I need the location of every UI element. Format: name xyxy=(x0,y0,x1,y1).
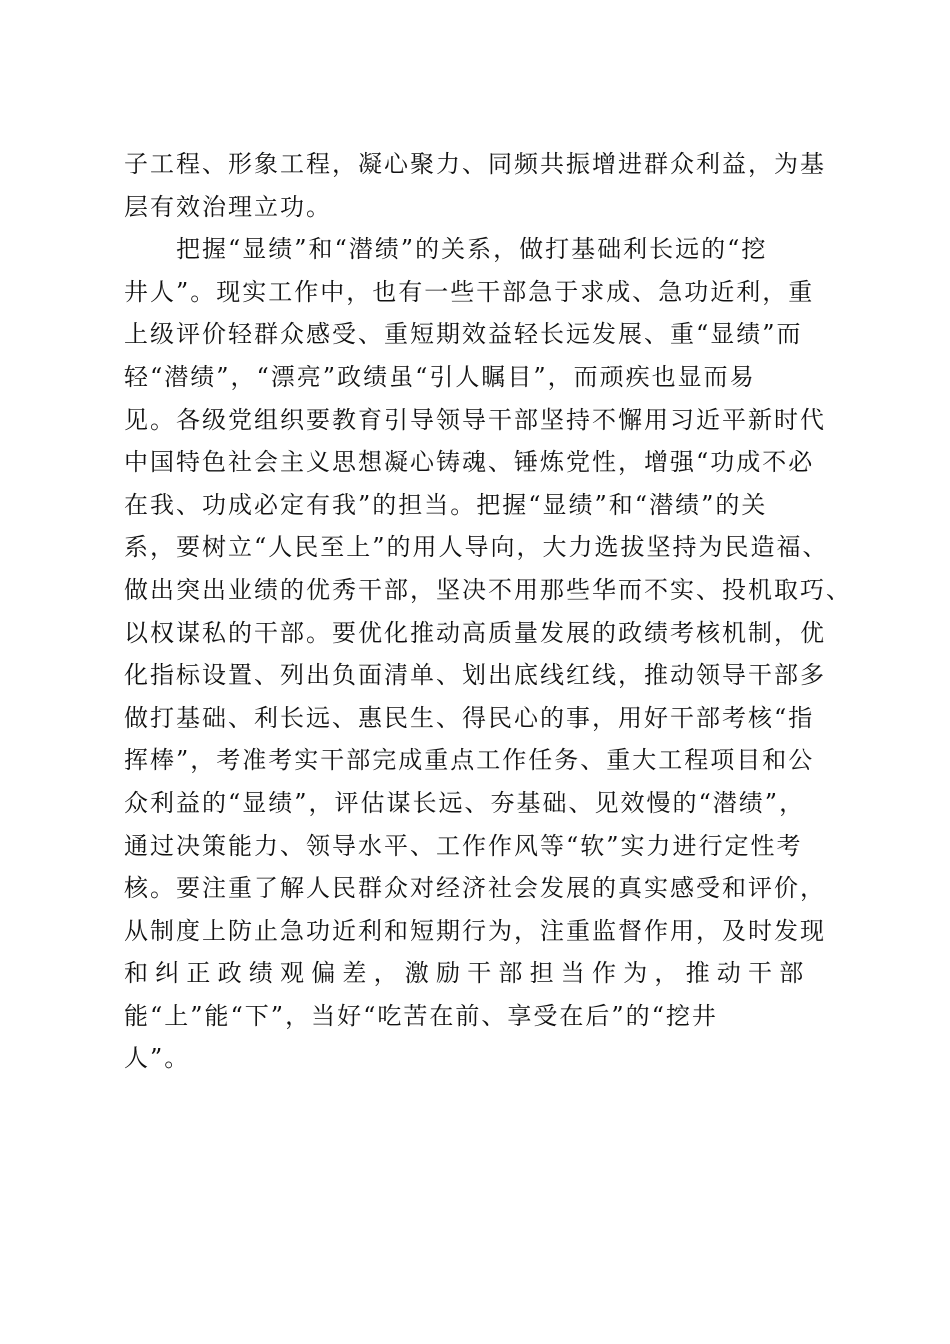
text-line: 井人”。现实工作中，也有一些干部急于求成、急功近利，重 xyxy=(124,277,815,306)
text-line: 和纠正政绩观偏差，激励干部担当作为，推动干部 xyxy=(124,959,811,988)
text-line: 通过决策能力、领导水平、工作作风等“软”实力进行定性考 xyxy=(124,831,803,860)
body-text xyxy=(124,143,852,1080)
text-line: 中国特色社会主义思想凝心铸魂、锤炼党性，增强“功成不必 xyxy=(124,448,815,477)
text-line: 在我、功成必定有我”的担当。把握“显绩”和“潜绩”的关 xyxy=(124,490,768,519)
text-line: 化指标设置、列出负面清单、划出底线红线，推动领导干部多 xyxy=(124,661,826,690)
text-line: 做出突出业绩的优秀干部，坚决不用那些华而不实、投机取巧、 xyxy=(124,575,852,604)
text-line: 上级评价轻群众感受、重短期效益轻长远发展、重“显绩”而 xyxy=(124,320,803,349)
text-line: 核。要注重了解人民群众对经济社会发展的真实感受和评价， xyxy=(124,874,826,903)
text-line: 轻“潜绩”，“漂亮”政绩虽“引人瞩目”，而顽疾也显而易 xyxy=(124,362,756,391)
text-line: 见。各级党组织要教育引导领导干部坚持不懈用习近平新时代 xyxy=(124,405,826,434)
paragraph-first-line: 把握“显绩”和“潜绩”的关系，做打基础利长远的“挖 xyxy=(176,235,768,264)
text-line: 子工程、形象工程，凝心聚力、同频共振增进群众利益，为基 xyxy=(124,150,826,178)
text-line: 系，要树立“人民至上”的用人导向，大力选拔坚持为民造福、 xyxy=(124,533,829,562)
text-line: 做打基础、利长远、惠民生、得民心的事，用好干部考核“指 xyxy=(124,703,815,732)
text-line: 以权谋私的干部。要优化推动高质量发展的政绩考核机制，优 xyxy=(124,618,826,647)
text-line: 挥棒”，考准考实干部完成重点工作任务、重大工程项目和公 xyxy=(124,746,815,775)
text-line: 众利益的“显绩”，评估谋长远、夯基础、见效慢的“潜绩”， xyxy=(124,788,806,817)
text-line: 层有效治理立功。 xyxy=(124,192,332,221)
text-line: 能“上”能“下”，当好“吃苦在前、享受在后”的“挖井 xyxy=(124,1001,718,1030)
text-line: 人”。 xyxy=(124,1044,191,1073)
text-line: 从制度上防止急功近利和短期行为，注重监督作用，及时发现 xyxy=(124,916,826,945)
